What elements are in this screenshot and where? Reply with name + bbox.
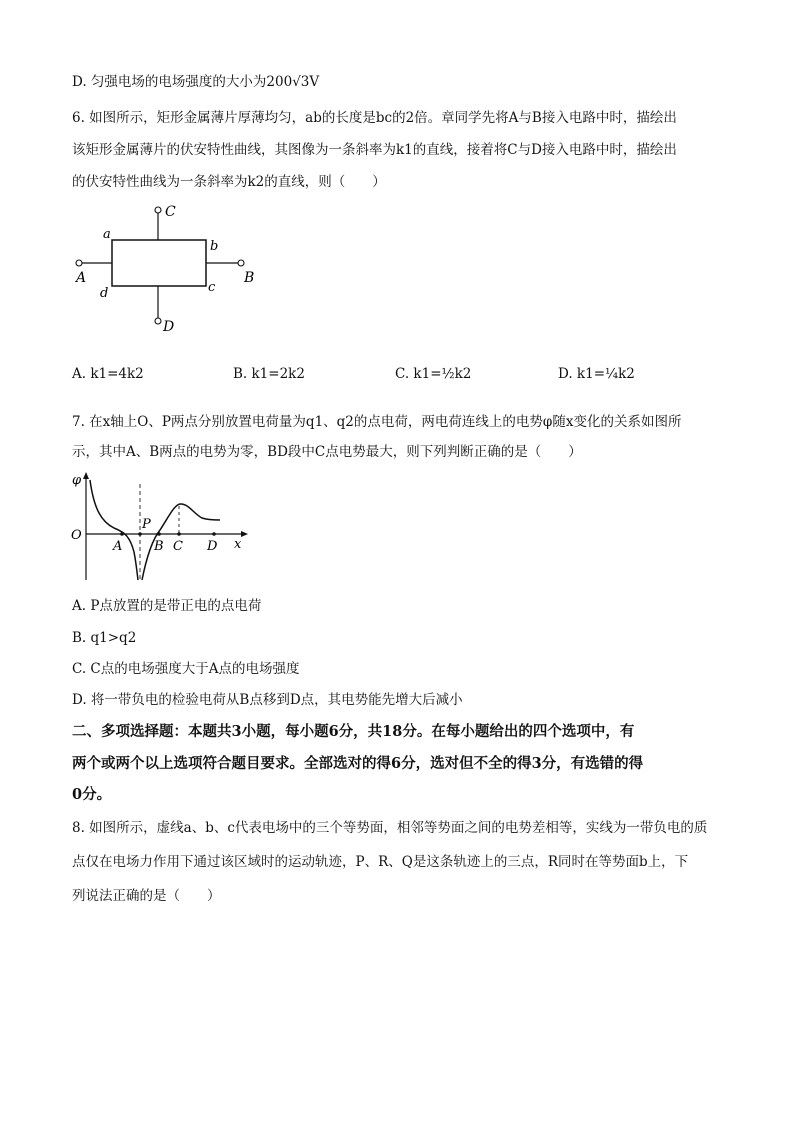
q8-stem-line-1: 8. 如图所示，虚线a、b、c代表电场中的三个等势面，相邻等势面之间的电势差相等，实线为一带负电的质 <box>72 820 708 836</box>
q8-stem-line-2: 点仅在电场力作用下通过该区域时的运动轨迹，P、R、Q是这条轨迹上的三点，R同时在等势面b上，下 <box>72 854 689 870</box>
q6-option-c: C. k1=½k2 <box>395 366 472 382</box>
q7-option-c: C. C点的电场强度大于A点的电场强度 <box>72 661 300 677</box>
q5-option-d: D. 匀强电场的电场强度的大小为200√3V <box>72 74 320 90</box>
label-D: D <box>163 319 175 335</box>
section2-header-line-2: 两个或两个以上选项符合题目要求。全部选对的得6分，选对但不全的得3分，有选错的得 <box>72 755 644 772</box>
label-B: B <box>244 270 255 286</box>
q6-option-b: B. k1=2k2 <box>233 366 305 382</box>
label-o: O <box>71 528 82 543</box>
q6-rectangle-figure <box>70 200 270 340</box>
q7-stem-line-1: 7. 在x轴上O、P两点分别放置电荷量为q1、q2的点电荷，两电荷连线上的电势φ随x变化的关系如图所 <box>72 414 682 430</box>
q6-option-a: A. k1=4k2 <box>72 366 144 382</box>
label-a: A <box>113 539 123 554</box>
q7-potential-graph <box>68 470 258 586</box>
label-x: x <box>234 537 242 552</box>
metal-sheet-rect <box>112 240 206 286</box>
q7-stem-line-2: 示，其中A、B两点的电势为零，BD段中C点电势最大，则下列判断正确的是（ ） <box>72 444 582 460</box>
q7-option-b: B. q1>q2 <box>72 630 137 646</box>
label-phi: φ <box>72 473 82 488</box>
terminal-c-icon <box>155 207 161 213</box>
label-C: C <box>165 204 176 220</box>
q6-stem-line-3: 的伏安特性曲线为一条斜率为k2的直线，则（ ） <box>72 174 386 190</box>
terminal-d-icon <box>155 318 161 324</box>
q8-stem-line-3: 列说法正确的是（ ） <box>72 888 221 904</box>
q7-option-a: A. P点放置的是带正电的点电荷 <box>72 598 262 614</box>
label-d: D <box>207 539 218 554</box>
section2-header-line-3: 0分。 <box>72 786 112 803</box>
terminal-b-icon <box>238 260 244 266</box>
label-p: P <box>142 517 151 532</box>
label-c: c <box>208 280 216 295</box>
label-c: C <box>173 539 183 554</box>
q7-option-d: D. 将一带负电的检验电荷从B点移到D点，其电势能先增大后减小 <box>72 692 463 708</box>
label-d: d <box>100 286 109 301</box>
q6-stem-line-2: 该矩形金属薄片的伏安特性曲线，其图像为一条斜率为k1的直线，接着将C与D接入电路中时，描绘出 <box>72 142 677 158</box>
label-A: A <box>76 270 87 286</box>
label-b: B <box>154 539 164 554</box>
q6-option-d: D. k1=¼k2 <box>558 366 635 382</box>
potential-curve-left <box>90 480 138 580</box>
label-a: a <box>103 227 111 242</box>
terminal-a-icon <box>76 260 82 266</box>
label-b: b <box>210 239 219 254</box>
q6-stem-line-1: 6. 如图所示，矩形金属薄片厚薄均匀，ab的长度是bc的2倍。章同学先将A与B接入电路中时，描绘出 <box>72 110 677 126</box>
section2-header-line-1: 二、多项选择题：本题共3小题，每小题6分，共18分。在每小题给出的四个选项中，有 <box>72 723 635 740</box>
